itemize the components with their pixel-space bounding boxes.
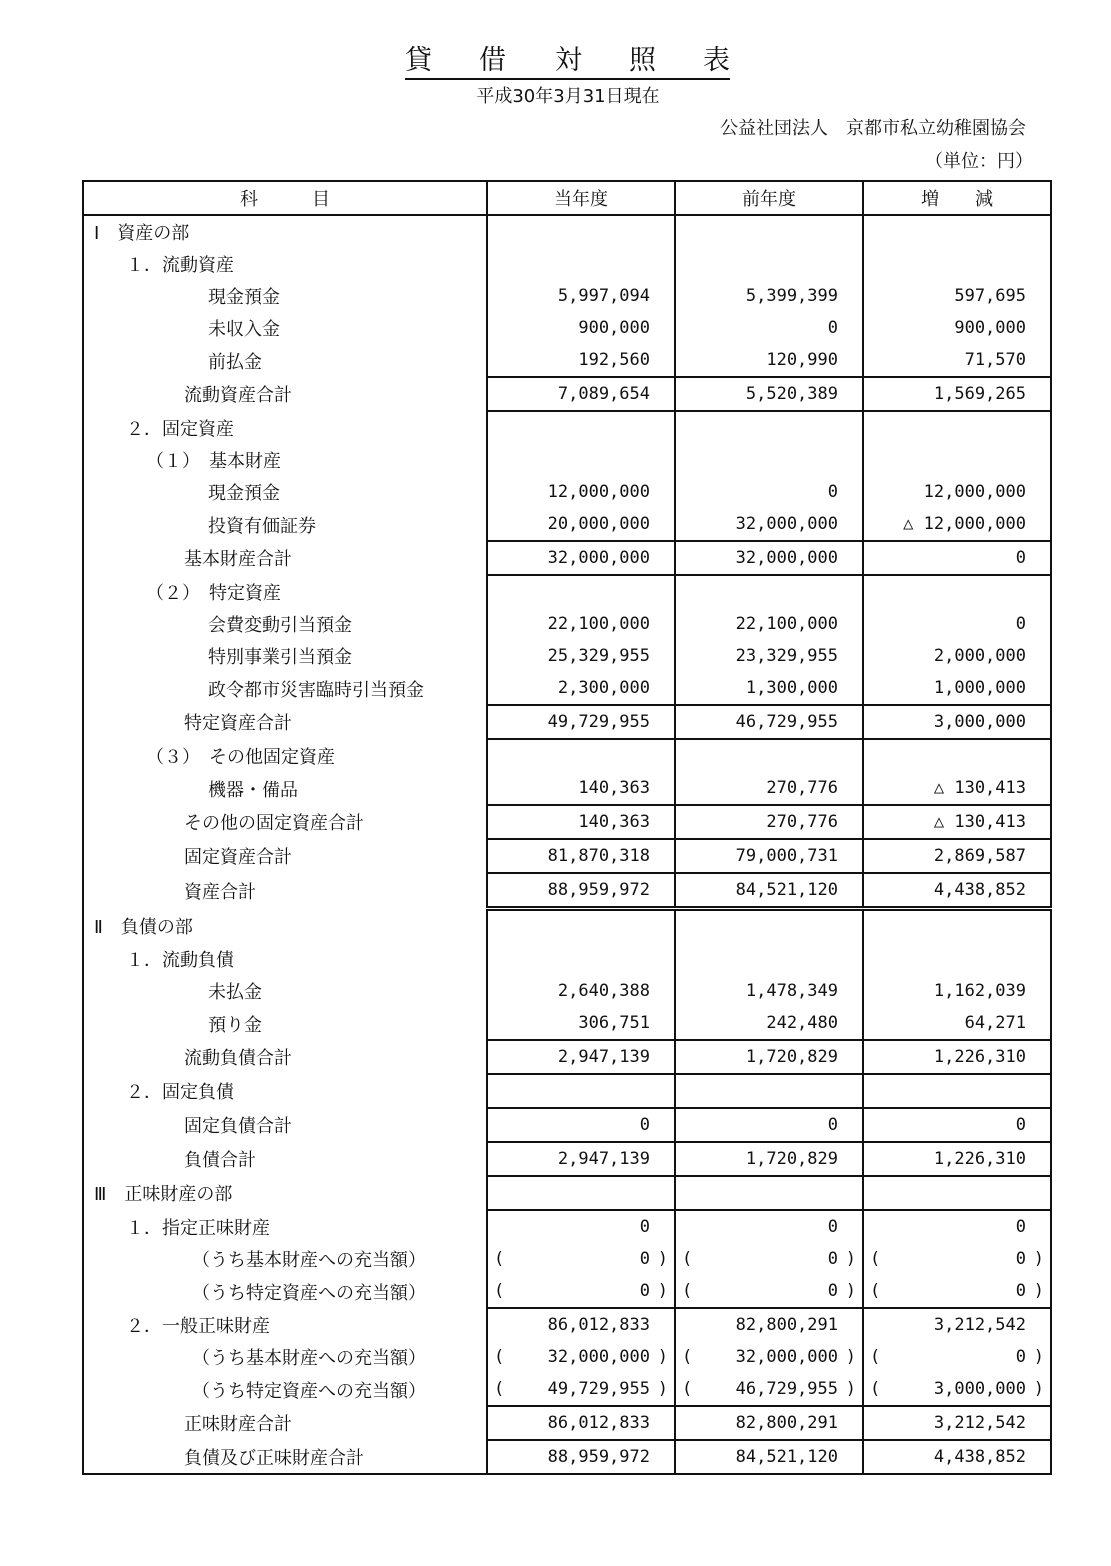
current-year-value: [487, 1341, 675, 1373]
table-row: [83, 1440, 1051, 1474]
previous-year-value: [675, 411, 863, 444]
change-value: 0: [863, 608, 1051, 640]
open-paren: (: [494, 1347, 505, 1367]
change-value: [863, 248, 1051, 280]
account-label: 固定負債合計: [184, 1116, 292, 1137]
header-row: [83, 181, 1051, 215]
paren-value: 46,729,955: [735, 1379, 838, 1399]
account-label: （２） 特定資産: [146, 582, 281, 604]
change-value: 3,000,000: [863, 705, 1051, 739]
current-year-value: 140,363: [487, 772, 675, 805]
change-value: △ 130,413: [863, 772, 1051, 805]
change-value: 1,569,265: [863, 377, 1051, 411]
current-year-value: 86,012,833: [487, 1308, 675, 1341]
open-paren: (: [682, 1379, 693, 1399]
change-value: [863, 1074, 1051, 1108]
current-year-value: 12,000,000: [487, 476, 675, 508]
close-paren: ): [845, 1249, 856, 1269]
previous-year-value: [675, 444, 863, 476]
account-label: 資産合計: [184, 881, 256, 903]
current-year-value: 49,729,955: [487, 705, 675, 739]
open-paren: (: [494, 1379, 505, 1399]
paren-value: 32,000,000: [735, 1347, 838, 1367]
table-row: [83, 640, 1051, 672]
close-paren: ): [1033, 1281, 1044, 1301]
previous-year-value: 0: [675, 1210, 863, 1243]
open-paren: (: [870, 1249, 881, 1269]
current-year-value: [487, 1176, 675, 1210]
current-year-value: [487, 411, 675, 444]
account-label: Ⅲ 正味財産の部: [94, 1184, 233, 1205]
table-row: [83, 1040, 1051, 1074]
previous-year-value: [675, 943, 863, 975]
table-row: [83, 1341, 1051, 1373]
current-year-value: 20,000,000: [487, 508, 675, 541]
account-label: 政令都市災害臨時引当預金: [208, 679, 424, 701]
previous-year-value: 1,720,829: [675, 1142, 863, 1176]
previous-year-value: 1,300,000: [675, 672, 863, 705]
current-year-value: 88,959,972: [487, 1440, 675, 1474]
current-year-value: 140,363: [487, 805, 675, 839]
previous-year-value: 46,729,955: [675, 705, 863, 739]
open-paren: (: [682, 1347, 693, 1367]
paren-value: 49,729,955: [547, 1379, 650, 1399]
table-row: [83, 772, 1051, 805]
table-row: [83, 1108, 1051, 1142]
header-change: 増 減: [863, 181, 1051, 215]
open-paren: (: [682, 1281, 693, 1301]
current-year-value: 5,997,094: [487, 280, 675, 312]
table-row: [83, 805, 1051, 839]
account-label: Ⅰ 資産の部: [94, 223, 190, 244]
close-paren: ): [845, 1379, 856, 1399]
close-paren: ): [1033, 1249, 1044, 1269]
current-year-value: [487, 215, 675, 248]
change-value: [863, 1275, 1051, 1308]
account-label: ２．一般正味財産: [126, 1315, 270, 1337]
change-value: 4,438,852: [863, 1440, 1051, 1474]
previous-year-value: 84,521,120: [675, 1440, 863, 1474]
table-row: [83, 248, 1051, 280]
change-value: 2,869,587: [863, 839, 1051, 873]
account-label: （３） その他固定資産: [146, 746, 335, 768]
account-label: （うち特定資産への充当額）: [192, 1380, 426, 1402]
previous-year-value: [675, 1373, 863, 1406]
account-label: 機器・備品: [208, 779, 298, 801]
change-value: 0: [863, 1210, 1051, 1243]
table-row: [83, 1406, 1051, 1440]
previous-year-value: 120,990: [675, 344, 863, 377]
header-previous-year: 前年度: [675, 181, 863, 215]
account-label: １．流動資産: [126, 255, 234, 276]
change-value: [863, 411, 1051, 444]
account-label: 特定資産合計: [184, 713, 292, 734]
change-value: [863, 909, 1051, 944]
current-year-value: 22,100,000: [487, 608, 675, 640]
account-label: 現金預金: [208, 483, 280, 504]
account-label: 投資有価証券: [208, 515, 316, 537]
change-value: [863, 739, 1051, 772]
current-year-value: 2,947,139: [487, 1040, 675, 1074]
as-of-date: 平成30年3月31日現在: [476, 86, 660, 107]
paren-value: 0: [827, 1249, 838, 1269]
table-row: [83, 839, 1051, 873]
previous-year-value: [675, 739, 863, 772]
change-value: 4,438,852: [863, 873, 1051, 909]
table-row: [83, 344, 1051, 377]
current-year-value: 25,329,955: [487, 640, 675, 672]
current-year-value: 7,089,654: [487, 377, 675, 411]
unit-label: （単位：円）: [925, 151, 1033, 172]
previous-year-value: [675, 909, 863, 944]
close-paren: ): [845, 1281, 856, 1301]
account-label: 特別事業引当預金: [208, 647, 352, 668]
previous-year-value: [675, 1243, 863, 1275]
account-label: ２．固定負債: [126, 1082, 234, 1103]
title-char: 対: [555, 45, 582, 76]
current-year-value: 2,300,000: [487, 672, 675, 705]
change-value: 1,226,310: [863, 1040, 1051, 1074]
table-row: [83, 280, 1051, 312]
previous-year-value: [675, 1341, 863, 1373]
current-year-value: 900,000: [487, 312, 675, 344]
change-value: [863, 215, 1051, 248]
current-year-value: 86,012,833: [487, 1406, 675, 1440]
table-row: [83, 476, 1051, 508]
table-row: [83, 1176, 1051, 1210]
close-paren: ): [657, 1281, 668, 1301]
change-value: 1,226,310: [863, 1142, 1051, 1176]
previous-year-value: 5,520,389: [675, 377, 863, 411]
change-value: 0: [863, 1108, 1051, 1142]
change-value: △ 12,000,000: [863, 508, 1051, 541]
account-label: １．指定正味財産: [126, 1217, 270, 1239]
account-label: 未収入金: [208, 319, 280, 340]
title-char: 借: [479, 45, 506, 76]
account-label: （うち基本財産への充当額）: [192, 1348, 426, 1369]
previous-year-value: [675, 1176, 863, 1210]
previous-year-value: 1,478,349: [675, 975, 863, 1007]
table-row: [83, 444, 1051, 476]
change-value: [863, 575, 1051, 608]
current-year-value: [487, 909, 675, 944]
current-year-value: 0: [487, 1210, 675, 1243]
change-value: 597,695: [863, 280, 1051, 312]
current-year-value: [487, 739, 675, 772]
previous-year-value: 79,000,731: [675, 839, 863, 873]
header-current-year: 当年度: [487, 181, 675, 215]
previous-year-value: [675, 248, 863, 280]
previous-year-value: 82,800,291: [675, 1406, 863, 1440]
close-paren: ): [657, 1347, 668, 1367]
table-row: [83, 1373, 1051, 1406]
change-value: [863, 1243, 1051, 1275]
change-value: 64,271: [863, 1007, 1051, 1040]
table-row: [83, 575, 1051, 608]
account-label: 会費変動引当預金: [208, 615, 352, 636]
balance-sheet-table: [82, 180, 1052, 1475]
change-value: 71,570: [863, 344, 1051, 377]
previous-year-value: 0: [675, 476, 863, 508]
document-title: [405, 44, 730, 80]
previous-year-value: [675, 215, 863, 248]
previous-year-value: 82,800,291: [675, 1308, 863, 1341]
previous-year-value: 270,776: [675, 805, 863, 839]
paren-value: 0: [639, 1249, 650, 1269]
table-row: [83, 975, 1051, 1007]
change-value: 3,212,542: [863, 1406, 1051, 1440]
header-account: 科 目: [83, 181, 487, 215]
current-year-value: [487, 1243, 675, 1275]
current-year-value: [487, 1275, 675, 1308]
previous-year-value: 22,100,000: [675, 608, 863, 640]
current-year-value: [487, 943, 675, 975]
account-label: 預り金: [208, 1014, 262, 1036]
current-year-value: 0: [487, 1108, 675, 1142]
previous-year-value: 0: [675, 312, 863, 344]
account-label: Ⅱ 負債の部: [94, 916, 193, 938]
previous-year-value: [675, 1074, 863, 1108]
table-row: [83, 1142, 1051, 1176]
current-year-value: 81,870,318: [487, 839, 675, 873]
close-paren: ): [657, 1249, 668, 1269]
previous-year-value: 242,480: [675, 1007, 863, 1040]
change-value: 0: [863, 541, 1051, 575]
paren-value: 0: [639, 1281, 650, 1301]
paren-value: 0: [1015, 1281, 1026, 1301]
table-row: [83, 1308, 1051, 1341]
table-row: [83, 215, 1051, 248]
current-year-value: [487, 575, 675, 608]
account-label: 流動資産合計: [184, 385, 292, 406]
table-row: [83, 541, 1051, 575]
title-char: 照: [629, 45, 656, 76]
account-label: ２．固定資産: [126, 418, 234, 440]
close-paren: ): [657, 1379, 668, 1399]
organization-name: 公益社団法人 京都市私立幼稚園協会: [720, 118, 1026, 139]
paren-value: 0: [827, 1281, 838, 1301]
table-row: [83, 508, 1051, 541]
table-row: [83, 909, 1051, 944]
previous-year-value: 1,720,829: [675, 1040, 863, 1074]
table-row: [83, 377, 1051, 411]
open-paren: (: [494, 1281, 505, 1301]
change-value: [863, 1176, 1051, 1210]
table-row: [83, 312, 1051, 344]
table-row: [83, 873, 1051, 909]
table-row: [83, 608, 1051, 640]
table-row: [83, 739, 1051, 772]
current-year-value: [487, 248, 675, 280]
account-label: 前払金: [208, 351, 262, 373]
change-value: 2,000,000: [863, 640, 1051, 672]
open-paren: (: [494, 1249, 505, 1269]
change-value: 900,000: [863, 312, 1051, 344]
account-label: その他の固定資産合計: [184, 813, 364, 834]
paren-value: 0: [1015, 1249, 1026, 1269]
change-value: 1,000,000: [863, 672, 1051, 705]
current-year-value: 192,560: [487, 344, 675, 377]
open-paren: (: [870, 1347, 881, 1367]
open-paren: (: [870, 1379, 881, 1399]
close-paren: ): [845, 1347, 856, 1367]
current-year-value: [487, 1373, 675, 1406]
table-row: [83, 672, 1051, 705]
change-value: [863, 1373, 1051, 1406]
table-row: [83, 1243, 1051, 1275]
account-label: 負債合計: [184, 1150, 256, 1171]
current-year-value: [487, 1074, 675, 1108]
account-label: 流動負債合計: [184, 1048, 292, 1069]
account-label: 固定資産合計: [184, 847, 292, 868]
change-value: 1,162,039: [863, 975, 1051, 1007]
current-year-value: 306,751: [487, 1007, 675, 1040]
change-value: 3,212,542: [863, 1308, 1051, 1341]
current-year-value: [487, 444, 675, 476]
table-row: [83, 943, 1051, 975]
change-value: [863, 1341, 1051, 1373]
paren-value: 0: [1015, 1347, 1026, 1367]
previous-year-value: 32,000,000: [675, 541, 863, 575]
previous-year-value: [675, 1275, 863, 1308]
account-label: 負債及び正味財産合計: [184, 1447, 364, 1469]
change-value: [863, 444, 1051, 476]
change-value: △ 130,413: [863, 805, 1051, 839]
open-paren: (: [682, 1249, 693, 1269]
table-row: [83, 1275, 1051, 1308]
table-row: [83, 411, 1051, 444]
paren-value: 32,000,000: [547, 1347, 650, 1367]
account-label: １．流動負債: [126, 950, 234, 971]
previous-year-value: 23,329,955: [675, 640, 863, 672]
previous-year-value: 0: [675, 1108, 863, 1142]
close-paren: ): [1033, 1347, 1044, 1367]
change-value: [863, 943, 1051, 975]
account-label: 基本財産合計: [184, 549, 292, 570]
account-label: （１） 基本財産: [146, 451, 281, 472]
account-label: 未払金: [208, 982, 262, 1003]
current-year-value: 88,959,972: [487, 873, 675, 909]
current-year-value: 2,947,139: [487, 1142, 675, 1176]
table-row: [83, 705, 1051, 739]
title-char: 表: [703, 45, 730, 76]
previous-year-value: 32,000,000: [675, 508, 863, 541]
table-row: [83, 1210, 1051, 1243]
previous-year-value: 84,521,120: [675, 873, 863, 909]
table-row: [83, 1007, 1051, 1040]
table-row: [83, 1074, 1051, 1108]
change-value: 12,000,000: [863, 476, 1051, 508]
current-year-value: 32,000,000: [487, 541, 675, 575]
account-label: （うち基本財産への充当額）: [192, 1250, 426, 1271]
current-year-value: 2,640,388: [487, 975, 675, 1007]
close-paren: ): [1033, 1379, 1044, 1399]
paren-value: 3,000,000: [933, 1379, 1026, 1399]
account-label: 正味財産合計: [184, 1414, 292, 1435]
previous-year-value: 270,776: [675, 772, 863, 805]
previous-year-value: [675, 575, 863, 608]
open-paren: (: [870, 1281, 881, 1301]
title-char: 貸: [405, 45, 432, 76]
account-label: （うち特定資産への充当額）: [192, 1282, 426, 1304]
account-label: 現金預金: [208, 287, 280, 308]
previous-year-value: 5,399,399: [675, 280, 863, 312]
